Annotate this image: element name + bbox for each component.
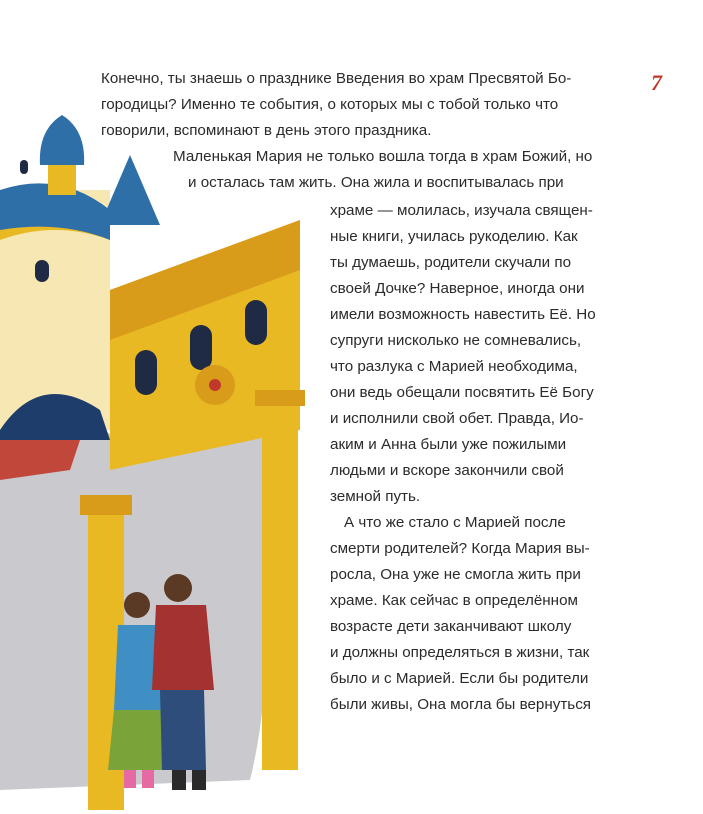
page-number: 7 (651, 70, 662, 95)
text-line: смерти родителей? Когда Мария вы- (330, 540, 590, 557)
text-line: земной путь. (330, 488, 421, 505)
text-line: Конечно, ты знаешь о празднике Введения во храм Пресвятой Бо- (101, 70, 572, 87)
text-line: людьми и вскоре закончили свой (330, 462, 564, 479)
text-line: они ведь обещали посвятить Её Богу (330, 384, 594, 401)
text-line: супруги нисколько не сомневались, (330, 332, 582, 349)
text-line: городицы? Именно те события, о которых мы с тобой только что (101, 96, 559, 113)
text-line: своей Дочке? Наверное, иногда они (330, 280, 585, 297)
text-line: и исполнили свой обет. Правда, Ио- (330, 410, 584, 427)
text-line: А что же стало с Марией после (344, 514, 566, 531)
text-line: имели возможность навестить Её. Но (330, 306, 596, 323)
text-line: были живы, Она могла бы вернуться (330, 696, 592, 713)
text-line: Маленькая Мария не только вошла тогда в храм Божий, но (173, 148, 593, 165)
text-line: храме — молилась, изучала священ- (330, 202, 593, 219)
text-line: возрасте дети заканчивают школу (330, 618, 572, 635)
text-line: аким и Анна были уже пожилыми (330, 436, 567, 453)
text-line: ные книги, училась рукоделию. Как (330, 228, 578, 245)
text-line: храме. Как сейчас в определённом (330, 592, 578, 609)
text-line: и осталась там жить. Она жила и воспитывалась при (188, 174, 564, 191)
text-line: говорили, вспоминают в день этого праздника. (101, 122, 432, 139)
text-line: и должны определяться в жизни, так (330, 644, 590, 661)
text-line: ты думаешь, родители скучали по (330, 254, 572, 271)
text-line: что разлука с Марией необходима, (330, 358, 578, 375)
text-line: росла, Она уже не смогла жить при (330, 566, 581, 583)
text-line: было и с Марией. Если бы родители (330, 670, 589, 687)
